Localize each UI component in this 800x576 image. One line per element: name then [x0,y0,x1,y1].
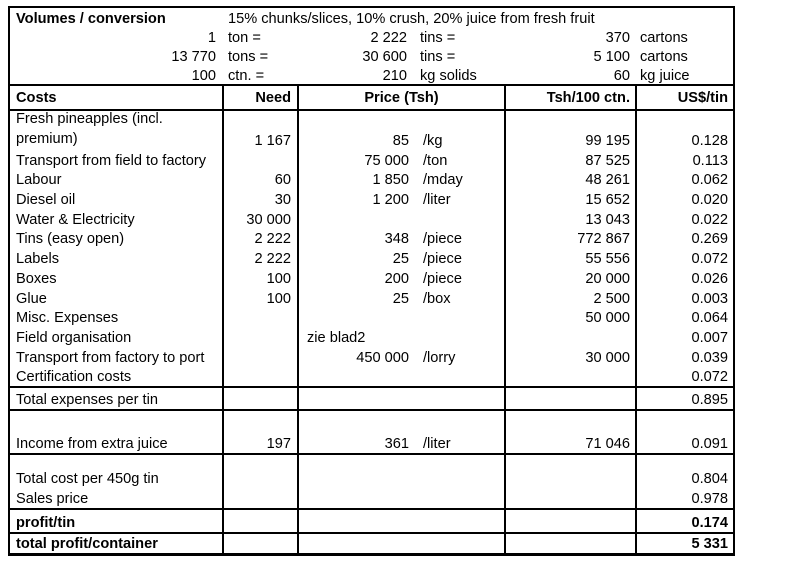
tsh-value: 30 000 [504,347,635,367]
need-value: 1 167 [222,111,297,150]
cost-row [10,209,733,229]
volume-unit: tins = [420,49,456,65]
price-note: zie blad2 [307,329,366,346]
tsh-value: 87 525 [504,150,635,170]
price-unit: /kg [423,133,443,149]
volume-value: 30 600 [362,49,407,65]
cost-row [10,268,733,288]
usd-value: 0.039 [635,347,733,367]
usd-value: 0.269 [635,229,733,249]
price-value: 361 [384,436,409,453]
spacer-row [10,455,733,468]
volumes-title: Volumes / conversion [16,11,166,27]
sales-price-row [10,488,733,508]
price-value: 200 [384,270,409,287]
profit-per-tin-row [10,508,733,532]
need-value [222,327,297,347]
row-label: Total cost per 450g tin [16,470,159,487]
tsh-value: 13 043 [504,209,635,229]
row-label: total profit/container [16,536,158,553]
volume-row [10,46,733,65]
row-label-line1: Fresh pineapples (incl. [16,111,163,128]
volume-row [10,27,733,46]
usd-value: 0.022 [635,209,733,229]
price-value: 1 850 [372,172,409,189]
price-cell [297,411,504,453]
volume-unit: cartons [640,30,688,46]
price-cell [297,189,504,209]
header-usd-per-tin: US$/tin [635,86,733,109]
price-cell [297,111,504,150]
price-cell [297,347,504,367]
row-label-line2: premium) [16,130,78,147]
volume-row [10,65,733,84]
tsh-value: 772 867 [504,229,635,249]
tsh-value [504,388,635,409]
usd-value: 0.072 [635,367,733,387]
tsh-value: 99 195 [504,111,635,150]
price-cell [297,308,504,328]
cost-row [10,347,733,367]
cost-row [10,170,733,190]
price-unit: /piece [423,251,462,268]
need-value: 197 [222,411,297,453]
volumes-subtitle: 15% chunks/slices, 10% crush, 20% juice from fresh fruit [228,11,595,27]
usd-value: 0.128 [635,111,733,150]
need-value: 100 [222,268,297,288]
row-label: Glue [16,290,47,307]
usd-value: 0.007 [635,327,733,347]
row-label: Diesel oil [16,192,76,209]
usd-value: 0.062 [635,170,733,190]
usd-value: 0.020 [635,189,733,209]
usd-value: 5 331 [635,534,733,554]
header-costs: Costs [16,89,57,106]
need-value [222,150,297,170]
price-unit: /box [423,290,451,307]
usd-value: 0.804 [635,468,733,488]
tsh-value [504,327,635,347]
total-expenses-row [10,386,733,411]
tsh-value: 20 000 [504,268,635,288]
usd-value: 0.072 [635,248,733,268]
volume-value: 1 [207,30,216,46]
volume-unit: tins = [420,30,456,46]
volume-value: 5 100 [593,49,630,65]
price-value: 1 200 [372,192,409,209]
need-value [222,367,297,387]
tsh-value: 48 261 [504,170,635,190]
total-profit-container-row [10,532,733,554]
tsh-value: 2 500 [504,288,635,308]
tsh-value: 50 000 [504,308,635,328]
volume-value: 2 222 [370,30,407,46]
price-value: 85 [392,133,409,149]
usd-value: 0.026 [635,268,733,288]
tsh-value [504,367,635,387]
tsh-value: 15 652 [504,189,635,209]
row-label: Misc. Expenses [16,310,119,327]
price-unit: /mday [423,172,463,189]
cost-row [10,367,733,387]
cost-row [10,111,733,150]
price-unit: /liter [423,192,451,209]
need-value: 30 [222,189,297,209]
row-label: Field organisation [16,329,132,346]
row-label: Transport from field to factory [16,152,207,169]
usd-value: 0.174 [635,510,733,532]
cost-row [10,327,733,347]
price-cell [297,150,504,170]
volume-value: 210 [382,68,407,84]
row-label: Sales price [16,490,89,507]
tsh-value: 55 556 [504,248,635,268]
tsh-value: 71 046 [504,411,635,453]
volume-unit: cartons [640,49,688,65]
cost-row [10,189,733,209]
volume-value: 370 [605,30,630,46]
cost-row [10,248,733,268]
price-value: 348 [384,231,409,248]
cost-row [10,229,733,249]
total-cost-row [10,468,733,488]
usd-value: 0.003 [635,288,733,308]
volume-value: 100 [191,68,216,84]
price-value: 25 [392,290,409,307]
price-cell [297,367,504,387]
price-unit: /ton [423,152,448,169]
row-label: Income from extra juice [16,436,168,453]
price-cell [297,229,504,249]
row-label: Labour [16,172,62,189]
row-label: profit/tin [16,514,76,531]
price-cell [297,288,504,308]
price-value: 450 000 [356,349,409,366]
need-value: 100 [222,288,297,308]
row-label: Labels [16,251,60,268]
cost-row [10,308,733,328]
price-unit: /piece [423,231,462,248]
price-cell [297,268,504,288]
volume-unit: tons = [228,49,269,65]
price-cell [297,327,504,347]
need-value: 60 [222,170,297,190]
usd-value: 0.064 [635,308,733,328]
row-label: Water & Electricity [16,211,135,228]
cost-row [10,288,733,308]
need-value: 2 222 [222,248,297,268]
price-cell [297,209,504,229]
volume-value: 13 770 [171,49,216,65]
row-label: Transport from factory to port [16,349,205,366]
header-price: Price (Tsh) [297,86,504,109]
usd-value: 0.113 [635,150,733,170]
price-cell [297,248,504,268]
volume-unit: kg juice [640,68,690,84]
volume-unit: ctn. = [228,68,265,84]
cost-row [10,150,733,170]
need-value [222,388,297,409]
header-need: Need [222,86,297,109]
volume-unit: kg solids [420,68,477,84]
price-value: 75 000 [364,152,409,169]
need-value: 2 222 [222,229,297,249]
volumes-header-row [10,8,733,27]
row-label: Boxes [16,270,57,287]
price-cell [297,170,504,190]
volume-unit: ton = [228,30,261,46]
row-label: Certification costs [16,369,132,386]
income-row [10,411,733,455]
row-label: Total expenses per tin [16,392,158,409]
row-label: Tins (easy open) [16,231,125,248]
usd-value: 0.895 [635,388,733,409]
price-unit: /liter [423,436,451,453]
header-tsh-per-100ctn: Tsh/100 ctn. [504,86,635,109]
row-label [10,111,222,150]
price-unit: /piece [423,270,462,287]
need-value [222,308,297,328]
price-cell [297,388,504,409]
cost-calculation-table [8,6,735,556]
table-header-row [10,84,733,111]
price-value: 25 [392,251,409,268]
volume-value: 60 [613,68,630,84]
need-value: 30 000 [222,209,297,229]
price-unit: /lorry [423,349,456,366]
usd-value: 0.091 [635,411,733,453]
usd-value: 0.978 [635,488,733,508]
need-value [222,347,297,367]
